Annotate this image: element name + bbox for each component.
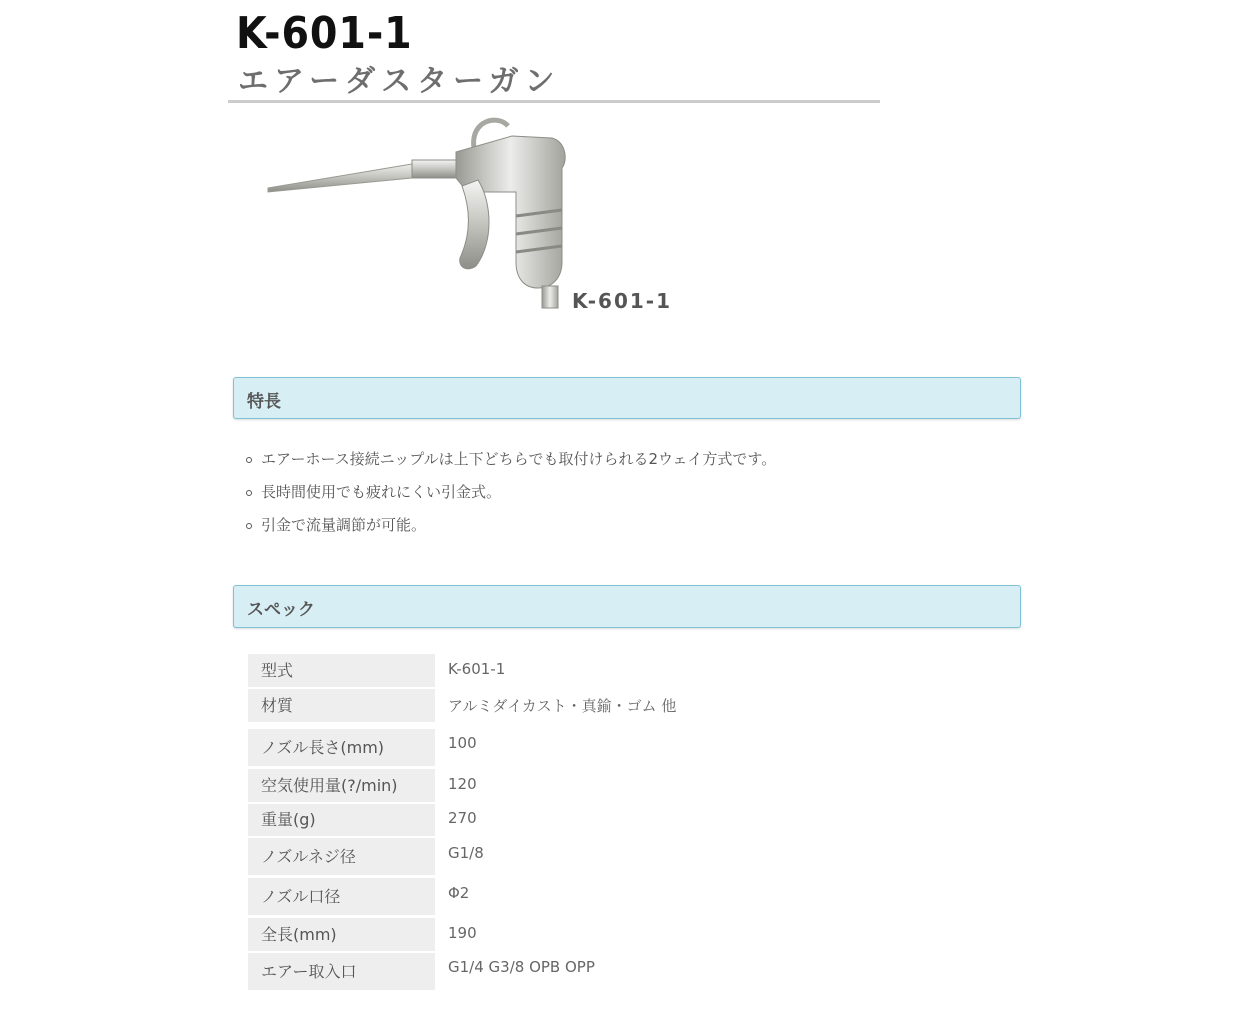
list-item: エアーホース接続ニップルは上下どちらでも取付けられる2ウェイ方式です。 [246,443,776,476]
spec-label: 空気使用量(?/min) [248,769,435,802]
spec-value: Φ2 [448,884,470,902]
spec-label: エアー取入口 [248,953,435,990]
product-image-caption: K-601-1 [572,289,673,313]
spec-label: ノズル口径 [248,878,435,915]
product-image [262,112,682,324]
spec-label: ノズルネジ径 [248,838,435,875]
spec-value: G1/8 [448,844,484,862]
spec-label: 重量(g) [248,804,435,836]
spec-label: 型式 [248,654,435,687]
spec-heading: スペック [247,600,315,620]
spec-value: 270 [448,809,477,827]
features-heading: 特長 [247,392,281,412]
spec-value: アルミダイカスト・真鍮・ゴム 他 [448,697,677,715]
spec-label: ノズル長さ(mm) [248,729,435,766]
spec-value: K-601-1 [448,660,506,678]
features-list [246,443,776,542]
spec-label: 全長(mm) [248,918,435,951]
features-section-header [233,377,1021,419]
spec-label: 材質 [248,689,435,722]
list-item: 長時間使用でも疲れにくい引金式。 [246,476,776,509]
list-item: 引金で流量調節が可能。 [246,509,776,542]
title-divider [228,100,880,103]
product-model-title: K-601-1 [236,8,413,59]
spec-value: G1/4 G3/8 OPB OPP [448,958,595,976]
product-name-subtitle: エアーダスターガン [238,64,561,99]
spec-value: 120 [448,775,477,793]
air-duster-gun-illustration [262,112,682,324]
spec-section-header [233,585,1021,628]
spec-value: 190 [448,924,477,942]
spec-value: 100 [448,734,477,752]
